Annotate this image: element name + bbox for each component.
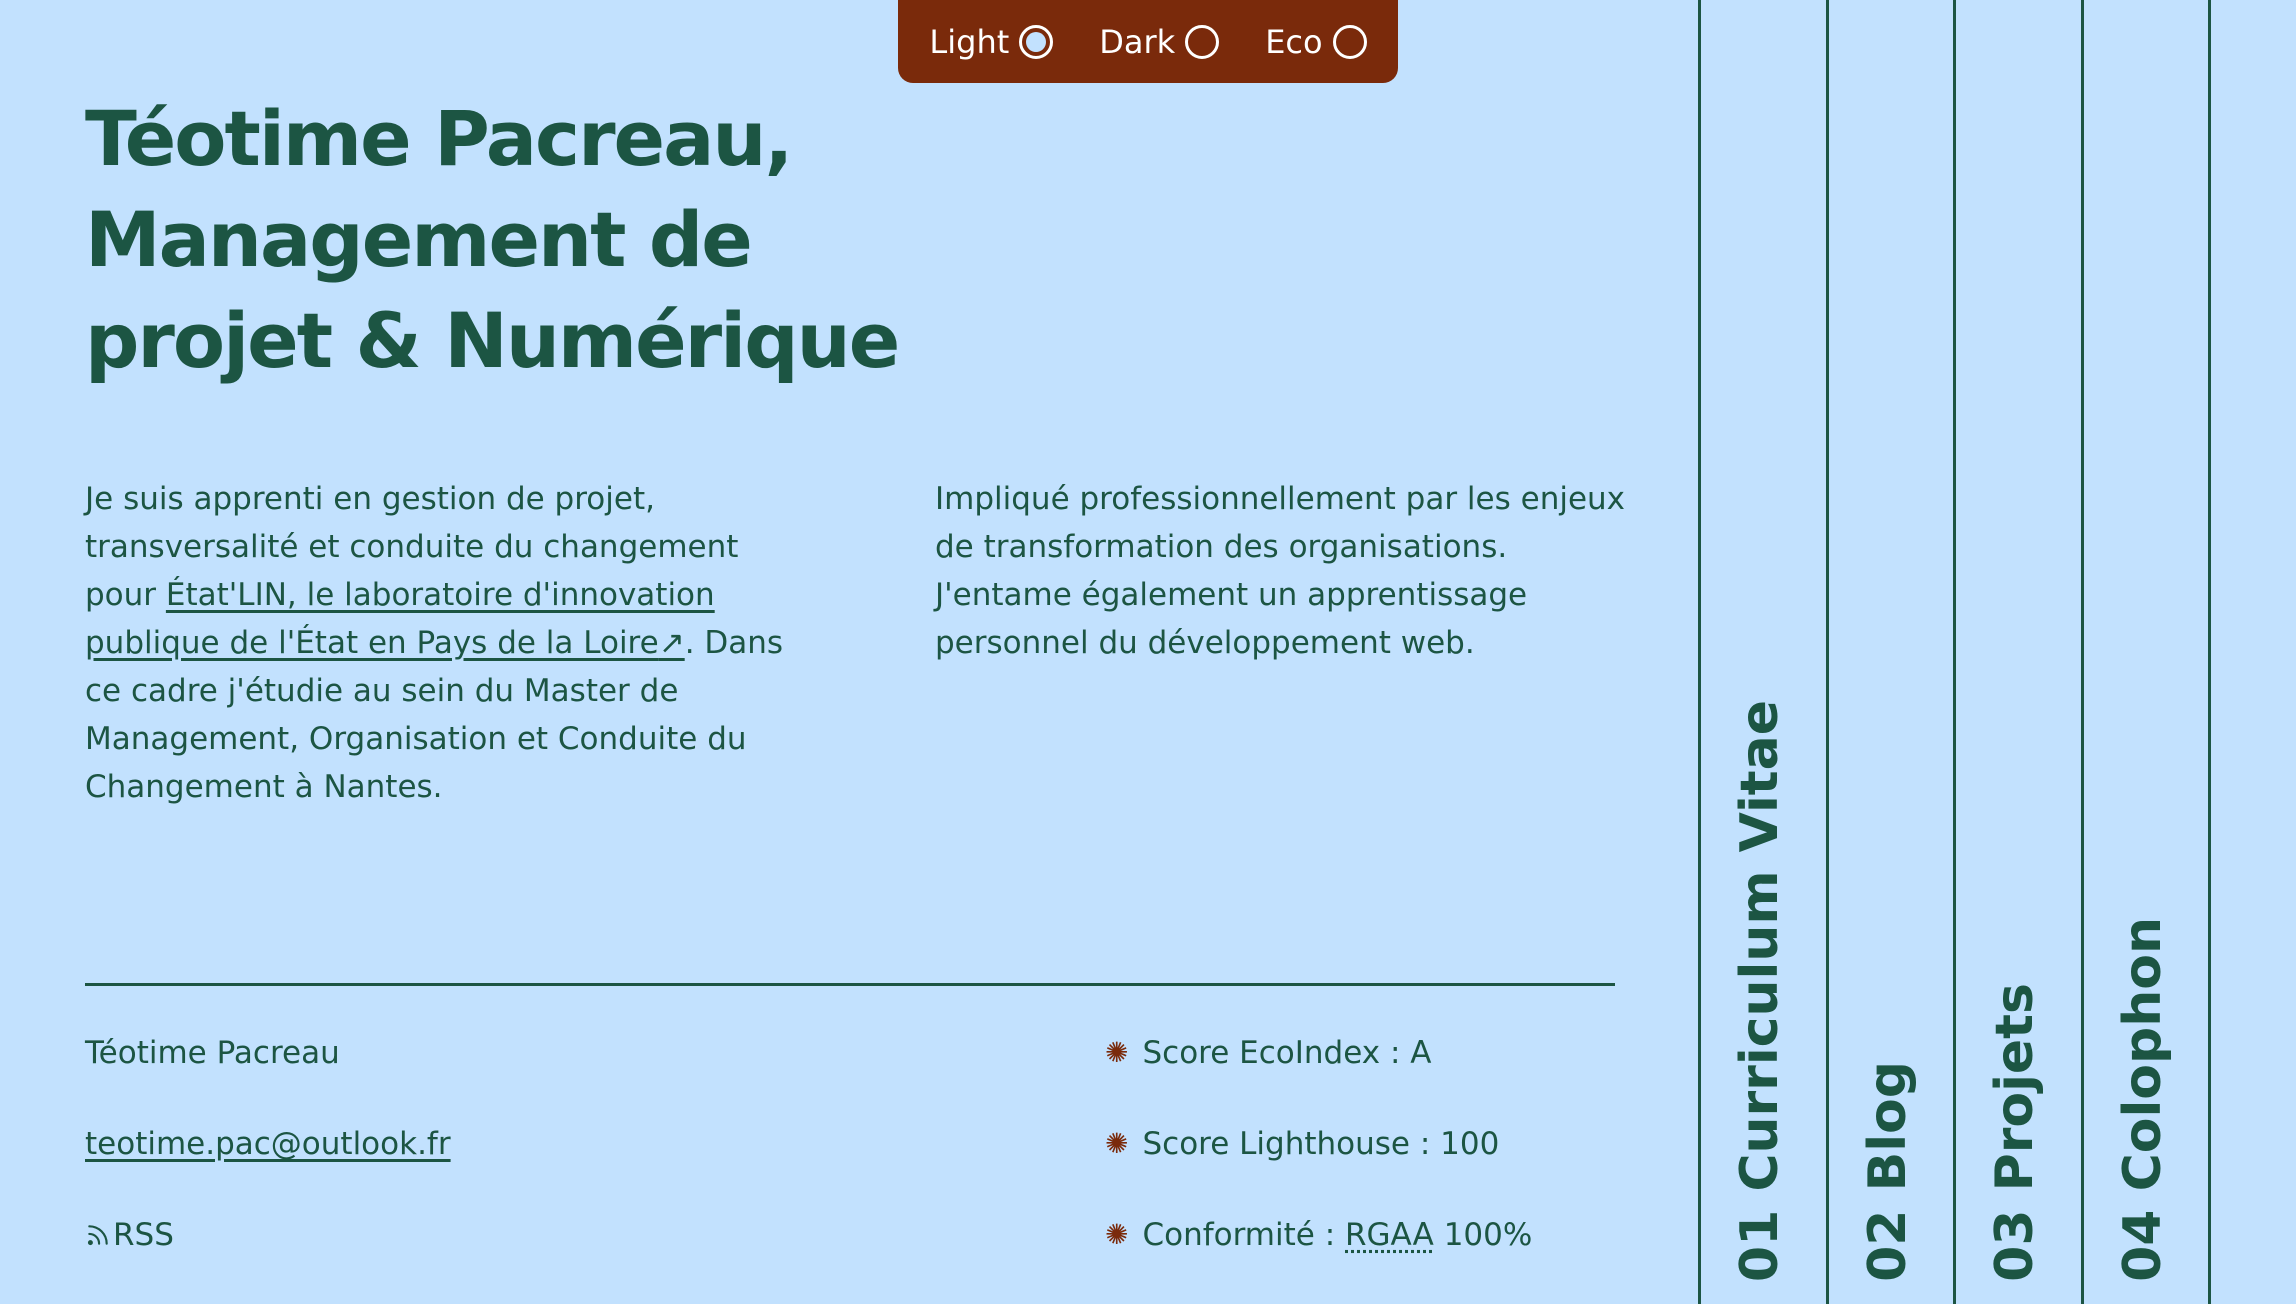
rss-link[interactable]: RSS xyxy=(85,1215,174,1255)
nav-column-divider xyxy=(2208,0,2211,1304)
sparkle-icon: ✺ xyxy=(1105,1218,1129,1251)
footer-email xyxy=(85,1124,451,1164)
email-link[interactable]: teotime.pac@outlook.fr xyxy=(85,1126,451,1162)
lighthouse-score: ✺ Score Lighthouse : 100 xyxy=(1105,1126,1500,1162)
nav-column-divider xyxy=(1826,0,1829,1304)
sparkle-icon: ✺ xyxy=(1105,1127,1129,1160)
theme-switcher xyxy=(898,0,1398,83)
footer-name: Téotime Pacreau xyxy=(85,1035,340,1071)
theme-option-label: Dark xyxy=(1099,22,1176,61)
theme-option-eco[interactable] xyxy=(1265,23,1366,61)
nav-projets[interactable]: 03 Projets xyxy=(1985,983,2045,1282)
theme-option-label: Eco xyxy=(1265,22,1323,61)
nav-column-divider xyxy=(2081,0,2084,1304)
rgaa-abbr[interactable]: RGAA xyxy=(1345,1217,1434,1253)
nav-column-divider xyxy=(1953,0,1956,1304)
intro-paragraph-2: Impliqué professionnellement par les enjeux de transformation des organisations. J'entame également un apprentissage personnel du développement web. xyxy=(935,481,1626,661)
nav-column-divider xyxy=(1698,0,1701,1304)
radio-unselected[interactable] xyxy=(1333,25,1367,59)
footer-divider xyxy=(85,983,1615,986)
theme-option-label: Light xyxy=(929,22,1010,61)
nav-curriculum-vitae[interactable]: 01 Curriculum Vitae xyxy=(1730,699,1790,1282)
radio-selected[interactable] xyxy=(1019,25,1053,59)
ecoindex-score: ✺ Score EcoIndex : A xyxy=(1105,1035,1432,1071)
radio-unselected[interactable] xyxy=(1185,25,1219,59)
rgaa-conformity: ✺ Conformité : RGAA 100% xyxy=(1105,1217,1533,1253)
external-link-icon: ↗ xyxy=(658,625,685,661)
theme-option-light[interactable] xyxy=(929,23,1053,61)
sparkle-icon: ✺ xyxy=(1105,1036,1129,1069)
nav-colophon[interactable]: 04 Colophon xyxy=(2113,917,2173,1282)
intro-text: . Dans ce cadre j'étudie au sein du Master de Management, Organisation et Conduite du Changement à Nantes. xyxy=(85,625,784,805)
theme-option-dark[interactable] xyxy=(1099,23,1219,61)
nav-blog[interactable]: 02 Blog xyxy=(1858,1061,1918,1282)
footer-rss xyxy=(85,1215,174,1255)
rss-icon xyxy=(85,1222,111,1248)
intro-paragraph-1 xyxy=(85,475,805,811)
etatlin-link[interactable]: État'LIN, le laboratoire d'innovation publique de l'État en Pays de la Loire↗ xyxy=(85,577,715,661)
page-title: Téotime Pacreau, Management de projet & Numérique xyxy=(85,94,899,385)
intro-text: Je suis apprenti en gestion de projet, transversalité et conduite du changement pour xyxy=(85,481,739,613)
